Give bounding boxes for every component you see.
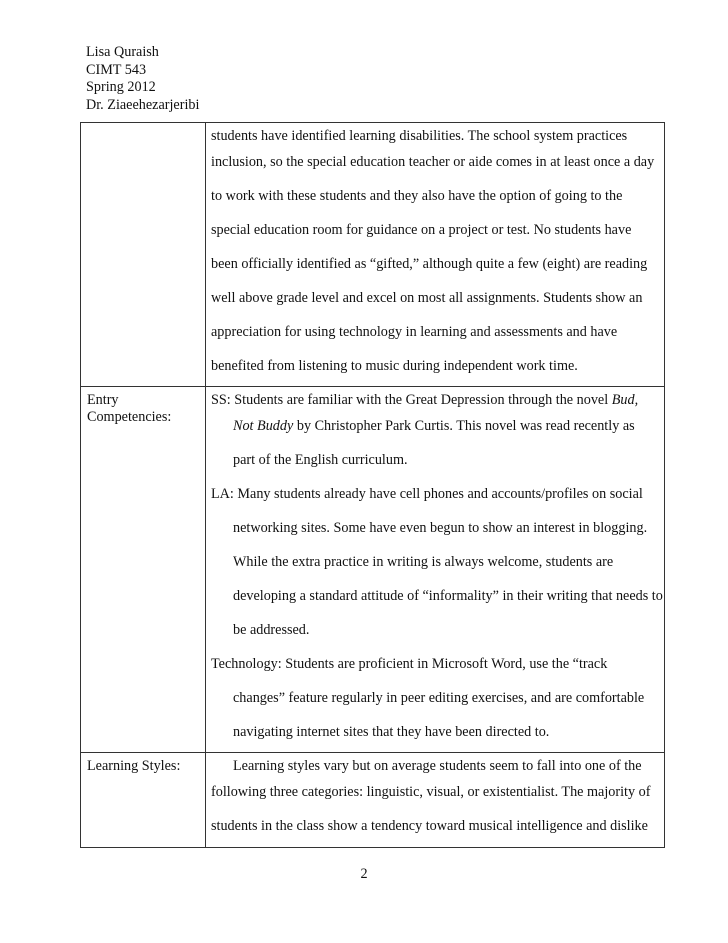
row-content-entry-competencies xyxy=(206,387,665,753)
label-line: Competencies: xyxy=(87,409,172,425)
label-line: Entry xyxy=(87,392,119,408)
ss-line-2 xyxy=(211,409,664,443)
ss-text: by Christopher Park Curtis. This novel was read recently as xyxy=(293,418,635,434)
author-name: Lisa Quraish xyxy=(86,44,159,60)
ss-line-3: part of the English curriculum. xyxy=(233,452,408,468)
text-line: Learning styles vary but on average students seem to fall into one of the xyxy=(233,758,642,774)
tech-line: Technology: Students are proficient in Microsoft Word, use the “track xyxy=(211,656,608,672)
ss-line-1 xyxy=(211,387,664,409)
row-label-entry-competencies xyxy=(81,387,206,753)
lesson-plan-table xyxy=(80,122,665,848)
tech-line: changes” feature regularly in peer editing exercises, and are comfortable xyxy=(233,690,645,706)
text-line: been officially identified as “gifted,” although quite a few (eight) are reading xyxy=(211,256,648,272)
row-label-empty xyxy=(81,123,206,387)
book-title-italic: Not Buddy xyxy=(233,418,294,434)
text-line: special education room for guidance on a project or test. No students have xyxy=(211,222,632,238)
row-content-learning-styles xyxy=(206,753,665,848)
la-line: While the extra practice in writing is always welcome, students are xyxy=(233,554,614,570)
text-line: benefited from listening to music during independent work time. xyxy=(211,358,578,374)
text-line: appreciation for using technology in learning and assessments and have xyxy=(211,324,618,340)
course-code: CIMT 543 xyxy=(86,61,147,78)
text-line: students in the class show a tendency toward musical intelligence and dislike xyxy=(211,818,648,834)
row-label-learning-styles xyxy=(81,753,206,848)
table-row-entry-competencies xyxy=(81,387,665,753)
la-line: LA: Many students already have cell phones and accounts/profiles on social xyxy=(211,486,643,502)
text-line: students have identified learning disabilities. The school system practices xyxy=(211,128,628,144)
table-row-learner-description xyxy=(81,123,665,387)
document-header xyxy=(86,44,199,114)
ss-text: SS: Students are familiar with the Great Depression through the novel xyxy=(211,392,612,408)
term: Spring 2012 xyxy=(86,79,156,95)
page-number: 2 xyxy=(360,866,368,882)
label-line: Learning Styles: xyxy=(87,758,181,774)
text-line: to work with these students and they also have the option of going to the xyxy=(211,188,623,204)
table-row-learning-styles xyxy=(81,753,665,848)
text-line: following three categories: linguistic, visual, or existentialist. The majority of xyxy=(211,784,651,800)
la-line: developing a standard attitude of “informality” in their writing that needs to xyxy=(233,588,663,604)
instructor-name: Dr. Ziaeehezarjeribi xyxy=(86,96,200,113)
row-content-learner-description xyxy=(206,123,665,387)
tech-line: navigating internet sites that they have been directed to. xyxy=(233,724,550,740)
la-line: networking sites. Some have even begun to show an interest in blogging. xyxy=(233,520,648,536)
la-line: be addressed. xyxy=(233,622,310,638)
text-line: inclusion, so the special education teacher or aide comes in at least once a day xyxy=(211,154,655,170)
book-title-italic: Bud, xyxy=(611,392,639,408)
text-line: well above grade level and excel on most all assignments. Students show an xyxy=(211,290,643,306)
